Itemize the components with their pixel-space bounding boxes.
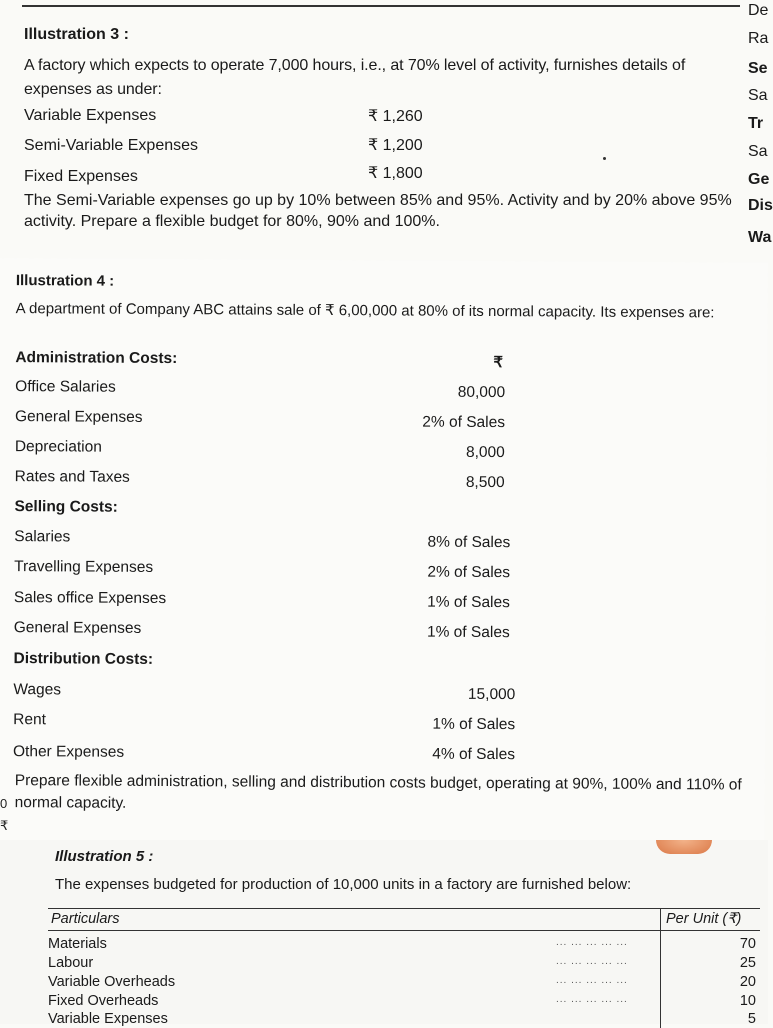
table-row-label: Fixed Overheads (48, 993, 159, 1009)
edge-text: Sa (748, 87, 768, 104)
cost-item-value: 8,000 (465, 443, 505, 462)
illustration-3-heading: Illustration 3 : (24, 26, 129, 43)
stray-dot (603, 157, 606, 160)
edge-text: Ge (748, 171, 770, 188)
column-header-particulars: Particulars (51, 911, 120, 927)
cost-item-value: 2% of Sales (422, 413, 506, 432)
leader-dots: ... ... ... ... ... (556, 975, 628, 986)
cost-item-label: Travelling Expenses (14, 558, 154, 576)
cost-item-label: Salaries (14, 528, 71, 546)
leader-dots: ... ... ... ... ... (556, 956, 628, 967)
leader-dots: ... ... ... ... ... (556, 937, 628, 948)
expense-label: Fixed Expenses (24, 168, 138, 185)
illustration-4-intro: A department of Company ABC attains sale of ₹ 6,00,000 at 80% of its normal capacity. Its expenses are: (15, 300, 715, 322)
edge-text: Tr (748, 115, 764, 132)
edge-text: Dis (748, 197, 773, 214)
table-rule-header (48, 930, 760, 931)
edge-text: Ra (748, 30, 769, 47)
edge-mark: ₹ (0, 818, 9, 833)
expense-amount: ₹ 1,260 (368, 108, 423, 125)
edge-text: De (748, 2, 769, 19)
table-row-label: Variable Expenses (48, 1011, 168, 1027)
cost-item-value: 1% of Sales (426, 623, 510, 642)
illustration-3-question: The Semi-Variable expenses go up by 10% between 85% and 95%. Activity and by 20% above 95% activity. Prepare a flexible budget for 80%, 90% and 100%. (24, 192, 732, 230)
cost-item-value: 80,000 (457, 383, 506, 402)
thumb-image (656, 840, 712, 854)
table-row-value: 70 (739, 936, 756, 952)
expense-table (48, 908, 760, 1028)
cost-item-label: Rates and Taxes (14, 468, 130, 486)
cost-item-label: Depreciation (14, 438, 102, 456)
section-title-distribution: Distribution Costs: (13, 650, 154, 668)
table-rule-top (48, 908, 760, 909)
leader-dots: ... ... ... ... ... (556, 994, 628, 1005)
column-header-per-unit: Per Unit (₹) (666, 911, 742, 927)
cost-item-label: Rent (13, 711, 46, 729)
cost-item-value: 15,000 (467, 685, 516, 704)
cost-item-label: General Expenses (13, 619, 142, 637)
edge-mark: 0 (0, 796, 8, 811)
table-row-value: 5 (747, 1011, 756, 1027)
expense-amount: ₹ 1,800 (368, 165, 423, 182)
cost-item-label: Sales office Expenses (13, 589, 167, 608)
expense-amount: ₹ 1,200 (368, 137, 423, 154)
cost-item-value: 8,500 (465, 473, 505, 492)
table-row-value: 10 (739, 993, 756, 1009)
illustration-5-intro: The expenses budgeted for production of 10,000 units in a factory are furnished below: (55, 876, 632, 893)
cost-item-value: 2% of Sales (427, 563, 511, 582)
section-title-selling: Selling Costs: (14, 498, 118, 516)
expense-label: Semi-Variable Expenses (24, 137, 199, 154)
table-row-label: Labour (48, 955, 94, 971)
cost-item-value: 1% of Sales (432, 715, 516, 734)
section-title-administration: Administration Costs: (15, 349, 178, 368)
expense-label: Variable Expenses (24, 107, 157, 124)
cost-item-value: 8% of Sales (427, 533, 511, 552)
illustration-4 (0, 258, 768, 845)
cost-item-label: Wages (13, 681, 62, 699)
illustration-4-question: Prepare flexible administration, selling and distribution costs budget, operating at 90%, 100% and 110% of normal capacity. (14, 772, 742, 812)
currency-header: ₹ (493, 354, 503, 372)
table-row-label: Materials (48, 936, 107, 952)
edge-text: Sa (748, 143, 768, 160)
cost-item-label: Other Expenses (12, 743, 125, 761)
adjacent-page-edge (746, 0, 773, 250)
illustration-3 (0, 0, 746, 255)
illustration-4-heading: Illustration 4 : (15, 272, 115, 290)
illustration-5 (0, 840, 768, 1027)
cost-item-label: General Expenses (14, 408, 143, 426)
table-column-divider (660, 908, 661, 1028)
edge-text: Se (748, 60, 768, 77)
table-row-value: 25 (739, 955, 756, 971)
cost-item-value: 1% of Sales (427, 593, 510, 612)
table-row-value: 20 (739, 974, 756, 990)
cost-item-label: Office Salaries (15, 378, 116, 396)
illustration-3-intro: A factory which expects to operate 7,000 hours, i.e., at 70% level of activity, furnishes details of expenses as under: (24, 57, 686, 98)
cost-item-value: 4% of Sales (432, 745, 516, 764)
illustration-5-heading: Illustration 5 : (55, 848, 154, 865)
table-row-label: Variable Overheads (48, 974, 176, 990)
edge-text: Wa (748, 229, 772, 246)
